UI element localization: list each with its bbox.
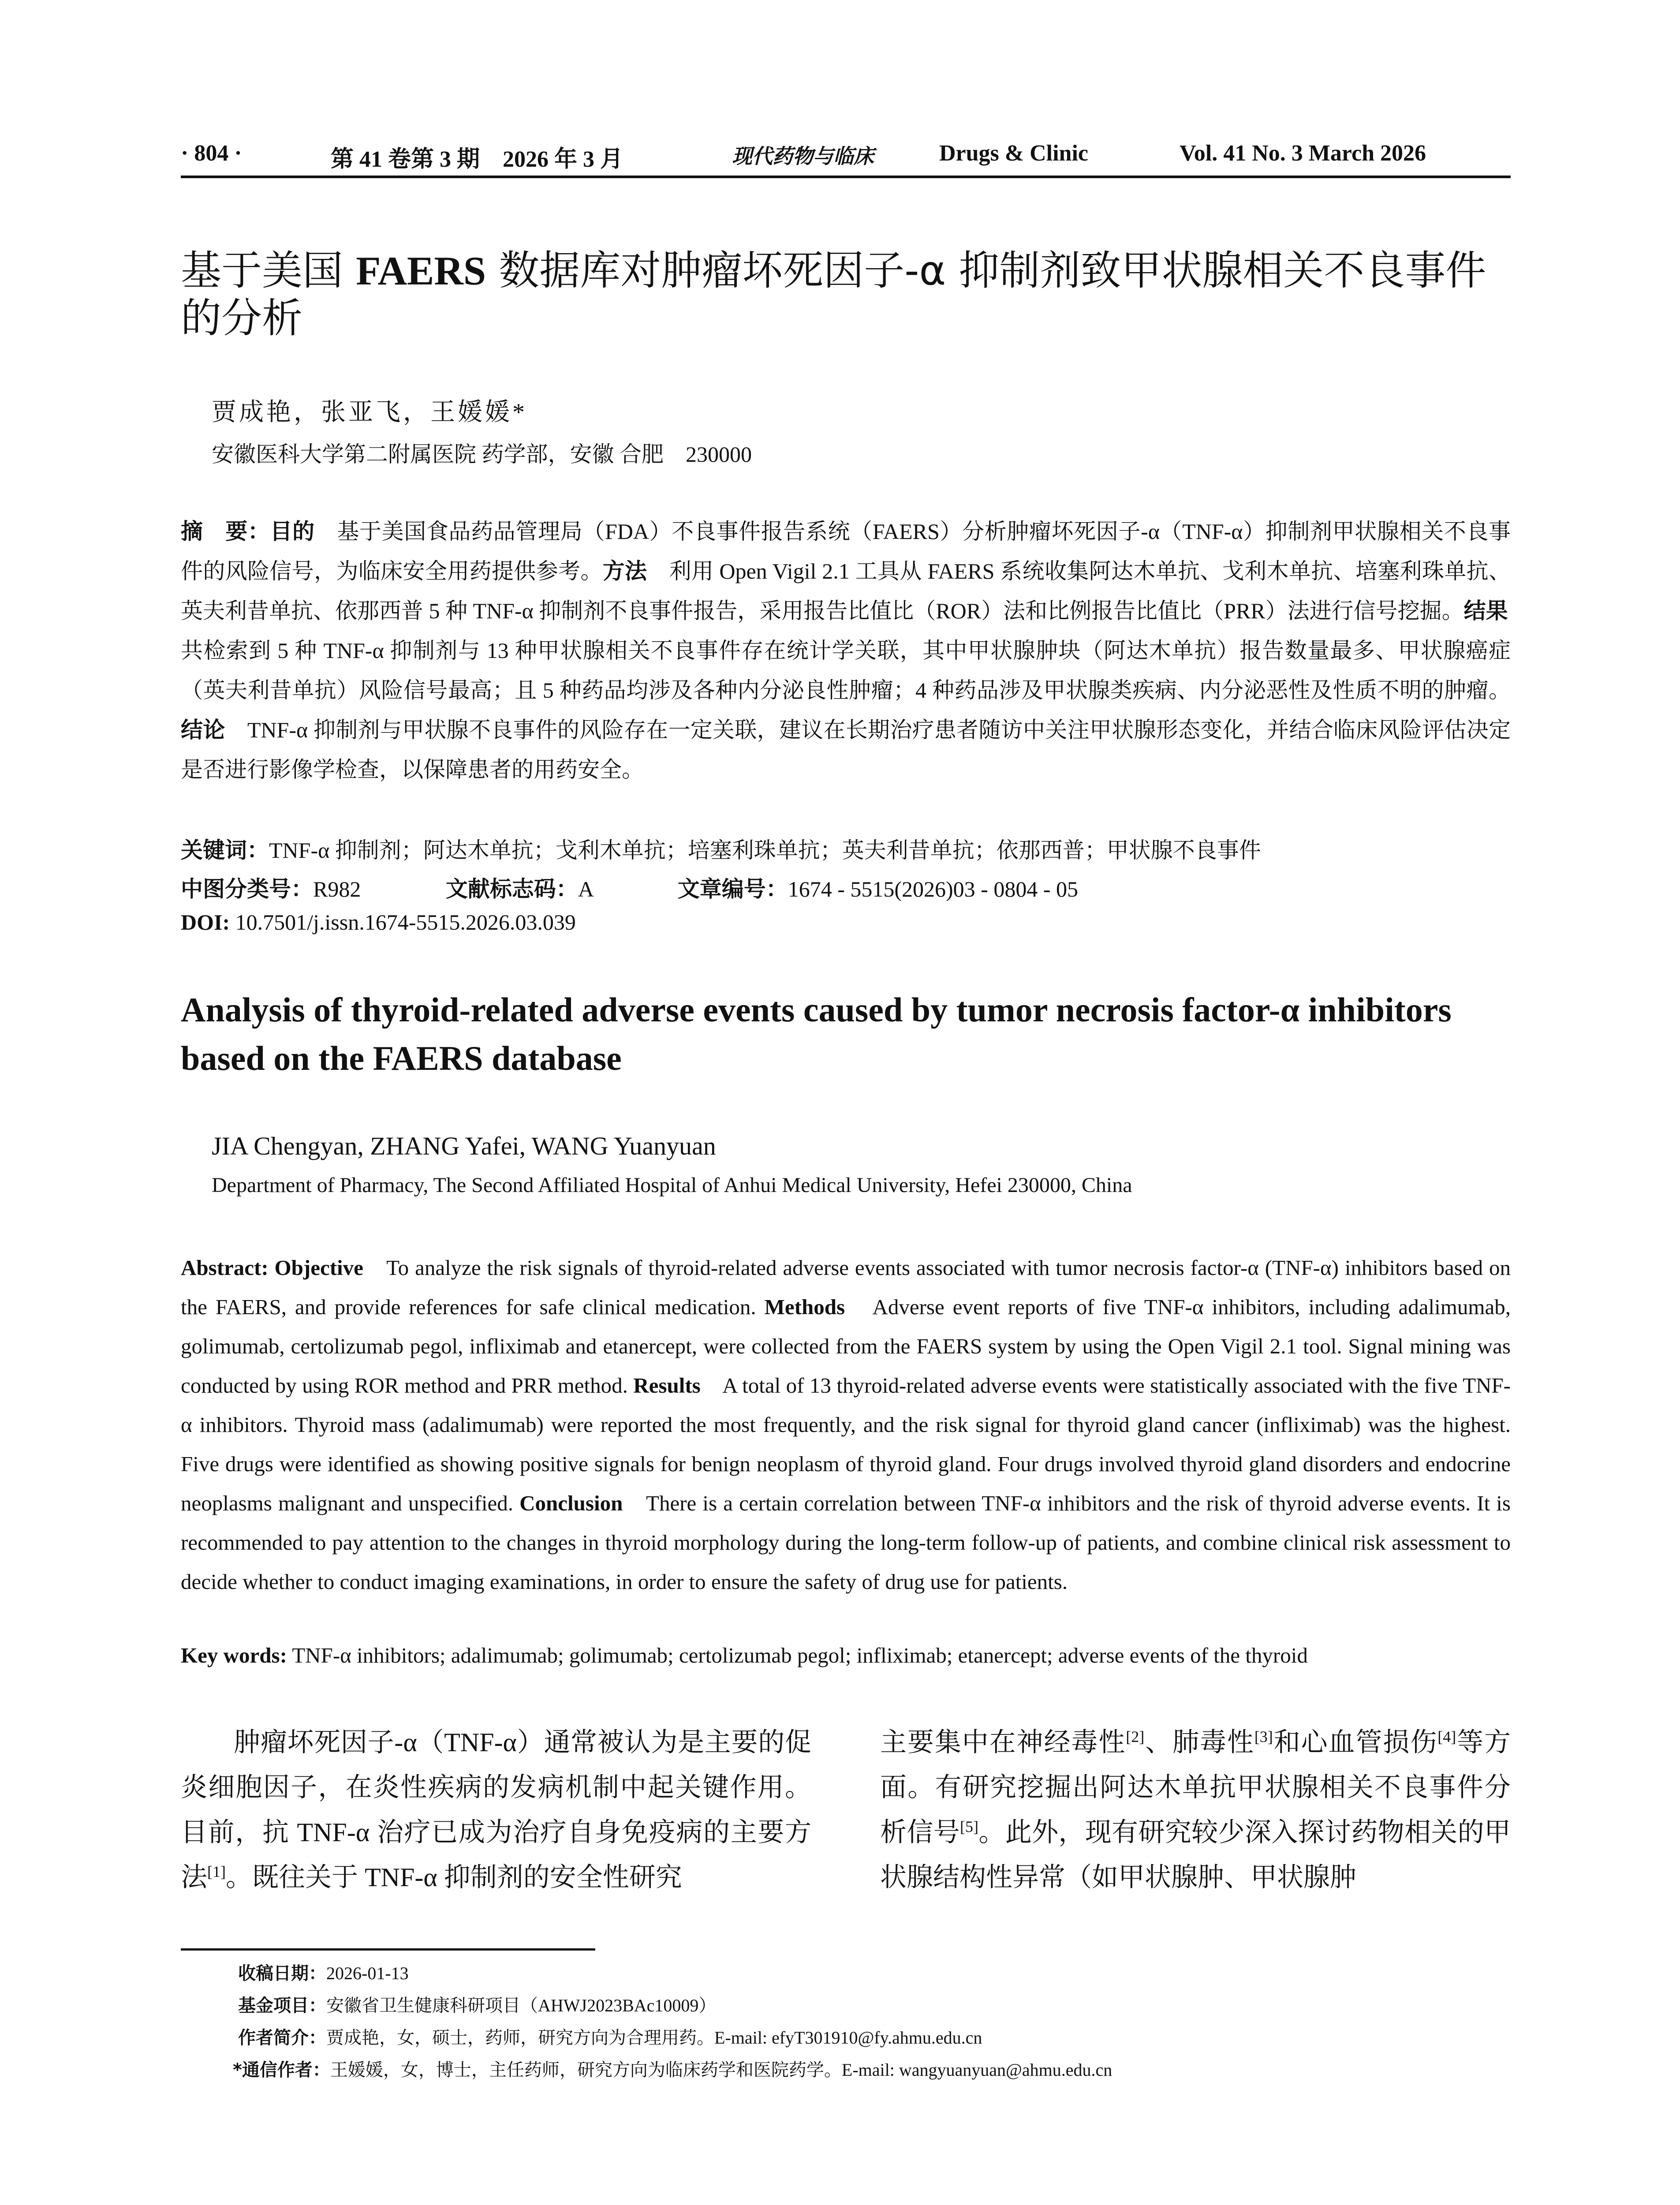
header-rule [181, 176, 1511, 178]
abstract-results: 共检索到 5 种 TNF-α 抑制剂与 13 种甲状腺相关不良事件存在统计学关联，其中甲状腺肿块（阿达木单抗）报告数量最多、甲状腺癌症（英夫利昔单抗）风险信号最高；且 5 种药品均涉及各种内分泌良性肿瘤；4 种药品涉及甲状腺类疾病、内分泌恶性及性质不明的肿瘤。 [181, 598, 1530, 703]
title-cn-bold: FAERS [356, 248, 486, 293]
footnote-text: 王媛媛，女，博士，主任药师，研究方向为临床药学和医院药学。E-mail: wangyuanyuan@ahmu.edu.cn [330, 2060, 1113, 2080]
journal-name-cn: 现代药物与临床 [732, 144, 874, 168]
body-text: 肿瘤坏死因子-α（TNF-α）通常被认为是主要的促炎细胞因子，在炎性疾病的发病机制中起关键作用。目前，抗 TNF-α 治疗已成为治疗自身免疫病的主要方法 [181, 1728, 811, 1892]
abstract-en-label: Abstract: Objective [181, 1256, 363, 1280]
abstract-methods: 利用 Open Vigil 2.1 工具从 FAERS 系统收集阿达木单抗、戈利木单抗、培塞利珠单抗、英夫利昔单抗、依那西普 5 种 TNF-α 抑制剂不良事件报告，采用报告比值比（ROR）法和比例报告比值比（PRR）法进行信号挖掘。 [181, 559, 1511, 623]
affiliation-cn: 安徽医科大学第二附属医院 药学部，安徽 合肥 230000 [212, 442, 752, 467]
footnote-fund [238, 1995, 716, 2017]
clc-value: R982 [313, 877, 361, 901]
footnote-received [238, 1962, 409, 1984]
authors-en: JIA Chengyan, ZHANG Yafei, WANG Yuanyuan [212, 1132, 716, 1160]
abstract-en-objective: To analyze the risk signals of thyroid-related adverse events associated with tumor necrosis factor-α (TNF-α) inhibitors based on the FAERS, and provide references for safe clinical medication. [181, 1256, 1511, 1319]
body-column-left [181, 1720, 811, 1900]
footnote-label: 作者简介： [238, 2028, 326, 2048]
classification [181, 871, 1078, 903]
clc-label: 中图分类号： [181, 876, 313, 902]
abstract-objective: 基于美国食品药品管理局（FDA）不良事件报告系统（FAERS）分析肿瘤坏死因子-α（TNF-α）抑制剂甲状腺相关不良事件的风险信号，为临床安全用药提供参考。 [181, 519, 1511, 583]
doc-code-value: A [578, 877, 593, 901]
footnote-label: *通信作者： [233, 2060, 330, 2080]
affiliation-en: Department of Pharmacy, The Second Affiliated Hospital of Anhui Medical University, Hefei 230000, China [212, 1174, 1132, 1197]
doi-value[interactable]: 10.7501/j.issn.1674-5515.2026.03.039 [230, 910, 576, 934]
footnote-corresponding [233, 2059, 1112, 2081]
abstract-en-methods: Adverse event reports of five TNF-α inhibitors, including adalimumab, golimumab, certolizumab pegol, infliximab and etanercept, were collected from the FAERS system by using the Open Vigil 2.1 tool. Signal mining was conducted by using ROR method and PRR method. [181, 1295, 1511, 1398]
page-number: · 804 · [181, 141, 242, 166]
body-text: 。既往关于 TNF-α 抑制剂的安全性研究 [225, 1863, 682, 1892]
citation-ref[interactable]: [5] [960, 1818, 979, 1835]
body-text: 。此外，现有研究较少深入探讨药物相关的甲状腺结构性异常（如甲状腺肿、甲状腺肿 [880, 1818, 1511, 1892]
conclusion-label: 结论 [181, 717, 225, 743]
methods-label: 方法 [602, 558, 647, 584]
abstract-en [181, 1248, 1511, 1601]
abstract-label: 摘 要：目的 [181, 519, 315, 544]
abstract-cn [181, 512, 1530, 789]
volume-cn: 第 41 卷第 3 期 2026 年 3 月 [331, 147, 623, 172]
footnote-label: 收稿日期： [238, 1963, 326, 1984]
keywords-label: 关键词： [181, 837, 269, 863]
methods-en-label: Methods [764, 1295, 845, 1319]
footnote-label: 基金项目： [238, 1996, 326, 2016]
title-cn [181, 247, 1511, 342]
footnote-rule [181, 1948, 595, 1951]
title-en: Analysis of thyroid-related adverse events caused by tumor necrosis factor-α inhibitors based on the FAERS database [181, 990, 1452, 1077]
keywords-cn [181, 833, 1261, 864]
volume-en: Vol. 41 No. 3 March 2026 [1180, 141, 1426, 166]
abstract-en-conclusion: There is a certain correlation between TNF-α inhibitors and the risk of thyroid adverse events. It is recommended to pay attention to the changes in thyroid morphology during the long-term follow-up of patients, and combine clinical risk assessment to decide whether to conduct imaging examinations, in order to ensure the safety of drug use for patients. [181, 1491, 1511, 1594]
body-text: 和心血管损伤 [1273, 1728, 1438, 1757]
doi-label: DOI: [181, 910, 230, 934]
results-label: 结果 [1463, 598, 1508, 624]
footnote-text: 贾成艳，女，硕士，药师，研究方向为合理用药。E-mail: efyT301910@fy.ahmu.edu.cn [326, 2028, 982, 2048]
authors-cn: 贾成艳，张亚飞，王媛媛* [212, 399, 527, 426]
body-text: 等方面。有研究挖掘出阿达木单抗甲状腺相关不良事件分析信号 [880, 1728, 1511, 1847]
body-column-right [880, 1720, 1511, 1900]
keywords-en-label: Key words: [181, 1643, 287, 1667]
journal-name-en: Drugs & Clinic [939, 141, 1088, 166]
citation-ref[interactable]: [4] [1437, 1728, 1456, 1745]
conclusion-en-label: Conclusion [519, 1491, 623, 1515]
keywords-en-text: TNF-α inhibitors; adalimumab; golimumab; certolizumab pegol; infliximab; etanercept; adverse events of the thyroid [287, 1643, 1308, 1667]
running-header [181, 140, 1511, 176]
citation-ref[interactable]: [3] [1254, 1728, 1273, 1745]
title-cn-pre: 基于美国 [181, 247, 356, 294]
doc-code-label: 文献标志码： [445, 876, 578, 902]
results-en-label: Results [633, 1373, 701, 1398]
body-text: 、肺毒性 [1144, 1728, 1254, 1757]
article-no-label: 文章编号： [677, 876, 788, 902]
keywords-en [181, 1643, 1308, 1668]
article-no-value: 1674 - 5515(2026)03 - 0804 - 05 [788, 877, 1078, 901]
body-text: 主要集中在神经毒性 [880, 1728, 1126, 1757]
keywords-text: TNF-α 抑制剂；阿达木单抗；戈利木单抗；培塞利珠单抗；英夫利昔单抗；依那西普；甲状腺不良事件 [269, 838, 1261, 863]
footnote-text: 2026-01-13 [326, 1963, 409, 1983]
citation-ref[interactable]: [2] [1126, 1728, 1145, 1745]
citation-ref[interactable]: [1] [207, 1863, 226, 1880]
abstract-conclusion: TNF-α 抑制剂与甲状腺不良事件的风险存在一定关联，建议在长期治疗患者随访中关注甲状腺形态变化，并结合临床风险评估决定是否进行影像学检查，以保障患者的用药安全。 [181, 718, 1511, 782]
abstract-en-results: A total of 13 thyroid-related adverse events were statistically associated with the five TNF-α inhibitors. Thyroid mass (adalimumab) were reported the most frequently, and the risk signal for thyroid gland cancer (infliximab) was the highest. Five drugs were identified as showing positive signals for benign neoplasm of thyroid gland. Four drugs involved thyroid gland disorders and endocrine neoplasms malignant and unspecified. [181, 1373, 1511, 1515]
footnote-text: 安徽省卫生健康科研项目（AHWJ2023BAc10009） [326, 1996, 717, 2015]
title-cn-post: 数据库对肿瘤坏死因子-α 抑制剂致甲状腺相关不良事件的分析 [181, 247, 1486, 342]
doi [181, 909, 576, 935]
footnote-author [238, 2027, 982, 2049]
